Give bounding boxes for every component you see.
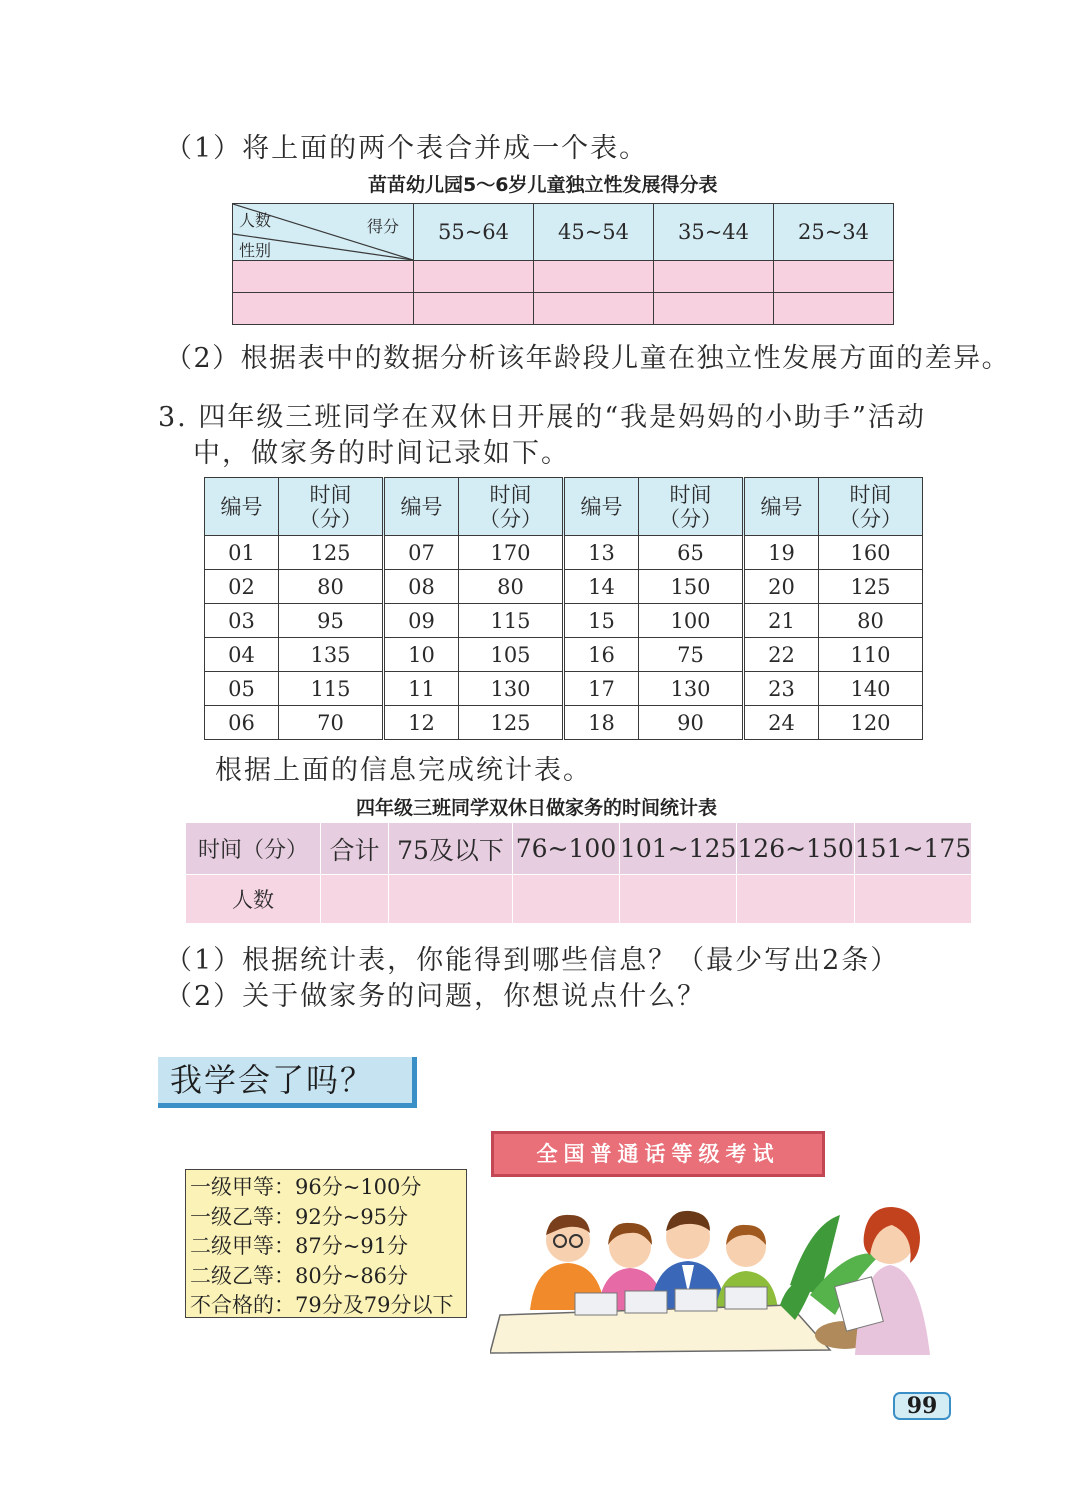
question-2-analysis: （2）根据表中的数据分析该年龄段儿童在独立性发展方面的差异。 [165, 343, 1011, 374]
record-time: 105 [459, 638, 564, 672]
time-unit-label: （分） [479, 506, 542, 531]
record-id: 18 [564, 706, 639, 740]
record-time: 130 [639, 672, 744, 706]
record-time: 170 [459, 536, 564, 570]
question-3-2: （2）关于做家务的问题，你想说点什么？ [165, 981, 707, 1012]
instruction-complete-table: 根据上面的信息完成统计表。 [215, 755, 592, 786]
diagonal-header-cell [233, 204, 414, 261]
record-id: 10 [384, 638, 459, 672]
empty-cell [654, 293, 774, 325]
table-row [205, 536, 923, 570]
record-time: 140 [819, 672, 923, 706]
record-id: 21 [744, 604, 819, 638]
record-id: 06 [205, 706, 279, 740]
stat-table-title: 四年级三班同学双休日做家务的时间统计表 [356, 797, 718, 819]
record-time: 160 [819, 536, 923, 570]
record-id: 22 [744, 638, 819, 672]
col-header-time [819, 478, 923, 536]
record-time: 135 [279, 638, 384, 672]
record-time: 80 [819, 604, 923, 638]
record-id: 08 [384, 570, 459, 604]
grade-line: 一级甲等：96分~100分 [190, 1175, 422, 1199]
empty-cell [233, 293, 414, 325]
record-id: 20 [744, 570, 819, 604]
question-3-1: （1）根据统计表，你能得到哪些信息？（最少写出2条） [165, 945, 900, 976]
record-time: 115 [279, 672, 384, 706]
score-range-header: 25~34 [774, 204, 894, 261]
score-range-header: 55~64 [414, 204, 534, 261]
stat-header-range: 101~125 [620, 823, 737, 875]
section-badge-review: 我学会了吗？ [158, 1057, 417, 1108]
record-id: 03 [205, 604, 279, 638]
problem-3-line-2: 中，做家务的时间记录如下。 [193, 438, 570, 469]
table-row [205, 706, 923, 740]
record-time: 90 [639, 706, 744, 740]
name-card [575, 1293, 617, 1315]
record-id: 11 [384, 672, 459, 706]
empty-cell [233, 261, 414, 293]
record-time: 75 [639, 638, 744, 672]
stat-header-range: 75及以下 [389, 823, 513, 875]
stat-header-time: 时间（分） [186, 823, 321, 875]
empty-cell [854, 875, 971, 924]
record-id: 24 [744, 706, 819, 740]
table-row [205, 672, 923, 706]
time-unit-label: （分） [659, 506, 722, 531]
housework-time-table [204, 477, 923, 740]
grade-line: 不合格的：79分及79分以下 [190, 1293, 454, 1317]
record-id: 15 [564, 604, 639, 638]
empty-cell [321, 875, 389, 924]
stat-header-range: 76~100 [513, 823, 620, 875]
record-id: 07 [384, 536, 459, 570]
empty-cell [774, 293, 894, 325]
record-time: 120 [819, 706, 923, 740]
time-unit-label: （分） [299, 506, 362, 531]
col-header-id: 编号 [564, 478, 639, 536]
col-header-time [279, 478, 384, 536]
record-time: 70 [279, 706, 384, 740]
grade-line: 一级乙等：92分~95分 [190, 1204, 409, 1229]
record-id: 09 [384, 604, 459, 638]
record-id: 04 [205, 638, 279, 672]
col-header-id: 编号 [384, 478, 459, 536]
record-id: 17 [564, 672, 639, 706]
question-1-merge: （1）将上面的两个表合并成一个表。 [165, 133, 649, 164]
record-time: 80 [459, 570, 564, 604]
record-id: 02 [205, 570, 279, 604]
record-id: 19 [744, 536, 819, 570]
stat-row-label: 人数 [186, 875, 321, 924]
grade-line: 二级乙等：80分~86分 [190, 1263, 409, 1288]
empty-cell [534, 293, 654, 325]
col-header-id: 编号 [744, 478, 819, 536]
housework-stat-table [186, 823, 972, 924]
empty-cell [774, 261, 894, 293]
record-id: 16 [564, 638, 639, 672]
exam-banner: 全国普通话等级考试 [491, 1131, 825, 1177]
record-time: 95 [279, 604, 384, 638]
record-time: 100 [639, 604, 744, 638]
record-time: 115 [459, 604, 564, 638]
table-row [186, 875, 972, 924]
record-time: 110 [819, 638, 923, 672]
name-card [625, 1291, 667, 1313]
record-time: 130 [459, 672, 564, 706]
grade-line: 二级甲等：87分~91分 [190, 1234, 409, 1258]
col-header-id: 编号 [205, 478, 279, 536]
empty-cell [654, 261, 774, 293]
time-unit-label: （分） [839, 506, 902, 531]
record-id: 12 [384, 706, 459, 740]
table-row [205, 638, 923, 672]
diag-label-count: 人数 [239, 211, 272, 230]
problem-3-line-1: 3. 四年级三班同学在双休日开展的“我是妈妈的小助手”活动 [158, 402, 926, 433]
record-time: 65 [639, 536, 744, 570]
stat-header-total: 合计 [321, 823, 389, 875]
record-time: 80 [279, 570, 384, 604]
record-time: 150 [639, 570, 744, 604]
record-id: 23 [744, 672, 819, 706]
empty-cell [414, 261, 534, 293]
empty-cell [620, 875, 737, 924]
score-range-header: 35~44 [654, 204, 774, 261]
time-label: 时间 [309, 482, 352, 507]
table-row [233, 261, 894, 293]
record-id: 14 [564, 570, 639, 604]
empty-cell [389, 875, 513, 924]
independence-score-table [232, 203, 894, 325]
empty-cell [737, 875, 854, 924]
empty-cell [534, 261, 654, 293]
table-row [233, 293, 894, 325]
col-header-time [459, 478, 564, 536]
table-row [205, 570, 923, 604]
table-row [205, 604, 923, 638]
table-title-independence: 苗苗幼儿园5～6岁儿童独立性发展得分表 [368, 174, 718, 196]
time-label: 时间 [669, 482, 712, 507]
grade-standards-box [185, 1169, 467, 1318]
record-time: 125 [279, 536, 384, 570]
record-time: 125 [819, 570, 923, 604]
time-label: 时间 [849, 482, 892, 507]
record-time: 125 [459, 706, 564, 740]
record-id: 05 [205, 672, 279, 706]
exam-illustration [490, 1185, 945, 1355]
col-header-time [639, 478, 744, 536]
record-id: 13 [564, 536, 639, 570]
empty-cell [414, 293, 534, 325]
stat-header-range: 151~175 [854, 823, 971, 875]
time-label: 时间 [489, 482, 532, 507]
name-card [675, 1289, 717, 1311]
record-id: 01 [205, 536, 279, 570]
page-number: 99 [893, 1392, 951, 1420]
empty-cell [513, 875, 620, 924]
score-range-header: 45~54 [534, 204, 654, 261]
diag-label-gender: 性别 [239, 241, 272, 260]
diag-label-score: 得分 [366, 217, 399, 236]
name-card [725, 1287, 767, 1309]
stat-header-range: 126~150 [737, 823, 854, 875]
